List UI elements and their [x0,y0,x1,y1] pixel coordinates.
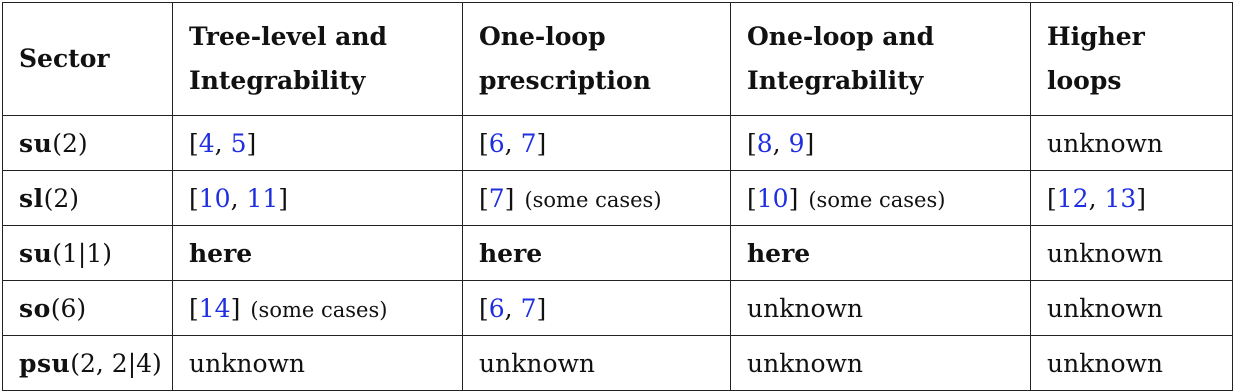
ref-separator: , [504,128,521,158]
cell-text: unknown [1047,128,1164,158]
table-row [3,281,1233,336]
column-header [731,3,1031,116]
citation-link[interactable]: 10 [198,183,231,213]
citation-link[interactable]: 4 [198,128,215,158]
ref-separator: , [214,128,231,158]
citation-link[interactable]: 7 [520,128,537,158]
column-header [173,3,463,116]
column-header-line: Higher [1047,22,1145,51]
table-cell [731,171,1031,226]
ref-separator: , [230,183,247,213]
table-cell [173,171,463,226]
bracket-close: ] [246,128,257,158]
table-cell [731,336,1031,391]
cell-text: unknown [747,293,864,323]
header-row [3,3,1233,116]
bracket-close: ] [504,183,515,213]
table-cell [731,281,1031,336]
column-header-line: Tree-level and [189,22,388,51]
bracket-open: [ [747,183,757,213]
ref-separator: , [1088,183,1105,213]
column-header-line: One-loop [479,22,606,51]
sector-args: (1|1) [52,238,113,268]
bracket-close: ] [788,183,799,213]
column-header-line: Integrability [189,66,366,95]
cell-text: unknown [1047,293,1164,323]
sector-args: (6) [50,293,87,323]
table-cell [731,116,1031,171]
bracket-close: ] [1136,183,1147,213]
cell-text: unknown [479,348,596,378]
cell-note: (some cases) [250,297,388,322]
bracket-open: [ [747,128,757,158]
ref-separator: , [772,128,789,158]
citation-link[interactable]: 14 [198,293,231,323]
sector-args: (2, 2|4) [70,348,162,378]
table-cell [463,171,731,226]
table-cell [731,226,1031,281]
citation-link[interactable]: 5 [230,128,247,158]
bracket-close: ] [278,183,289,213]
table-body [3,116,1233,391]
bracket-close: ] [804,128,815,158]
bracket-open: [ [479,128,489,158]
sector-cell [3,281,173,336]
table-cell [173,336,463,391]
bracket-open: [ [189,128,199,158]
table-cell [173,116,463,171]
table-cell [463,281,731,336]
table-cell [463,336,731,391]
cell-text: unknown [1047,348,1164,378]
table-cell [1031,226,1233,281]
table-cell [1031,336,1233,391]
sector-algebra: so [19,293,51,323]
table-row [3,226,1233,281]
cell-text: unknown [189,348,306,378]
ref-separator: , [504,293,521,323]
citation-link[interactable]: 9 [788,128,805,158]
table-cell [1031,281,1233,336]
table-cell [1031,116,1233,171]
sector-algebra: psu [19,348,71,378]
citation-link[interactable]: 12 [1056,183,1089,213]
citation-link[interactable]: 7 [520,293,537,323]
sector-algebra: sl [19,183,44,213]
citation-link[interactable]: 6 [488,128,505,158]
results-table [2,2,1233,391]
table-cell [173,226,463,281]
sector-cell [3,226,173,281]
sector-args: (2) [52,128,88,158]
column-header-line: loops [1047,66,1122,95]
sector-cell [3,116,173,171]
cell-text: unknown [747,348,864,378]
column-header [3,3,173,116]
bracket-open: [ [189,293,199,323]
column-header [463,3,731,116]
column-header [1031,3,1233,116]
table-row [3,116,1233,171]
citation-link[interactable]: 10 [756,183,789,213]
bracket-open: [ [479,183,489,213]
table-cell [463,226,731,281]
citation-link[interactable]: 7 [488,183,505,213]
table-cell [173,281,463,336]
citation-link[interactable]: 6 [488,293,505,323]
bracket-close: ] [230,293,241,323]
bracket-close: ] [536,293,547,323]
table-cell [463,116,731,171]
citation-link[interactable]: 13 [1104,183,1137,213]
citation-link[interactable]: 11 [246,183,279,213]
cell-text-bold: here [747,238,811,268]
table-row [3,171,1233,226]
bracket-close: ] [536,128,547,158]
sector-args: (2) [43,183,79,213]
column-header-line: One-loop and [747,22,935,51]
cell-text-bold: here [479,238,543,268]
bracket-open: [ [189,183,199,213]
citation-link[interactable]: 8 [756,128,773,158]
sector-cell [3,171,173,226]
table-row [3,336,1233,391]
cell-text-bold: here [189,238,253,268]
sector-algebra: su [19,238,53,268]
cell-text: unknown [1047,238,1164,268]
table-cell [1031,171,1233,226]
cell-note: (some cases) [808,187,946,212]
cell-note: (some cases) [524,187,662,212]
column-header-line: Sector [19,44,110,73]
sector-algebra: su [19,128,53,158]
column-header-line: prescription [479,66,651,95]
bracket-open: [ [1047,183,1057,213]
bracket-open: [ [479,293,489,323]
sector-cell [3,336,173,391]
column-header-line: Integrability [747,66,924,95]
